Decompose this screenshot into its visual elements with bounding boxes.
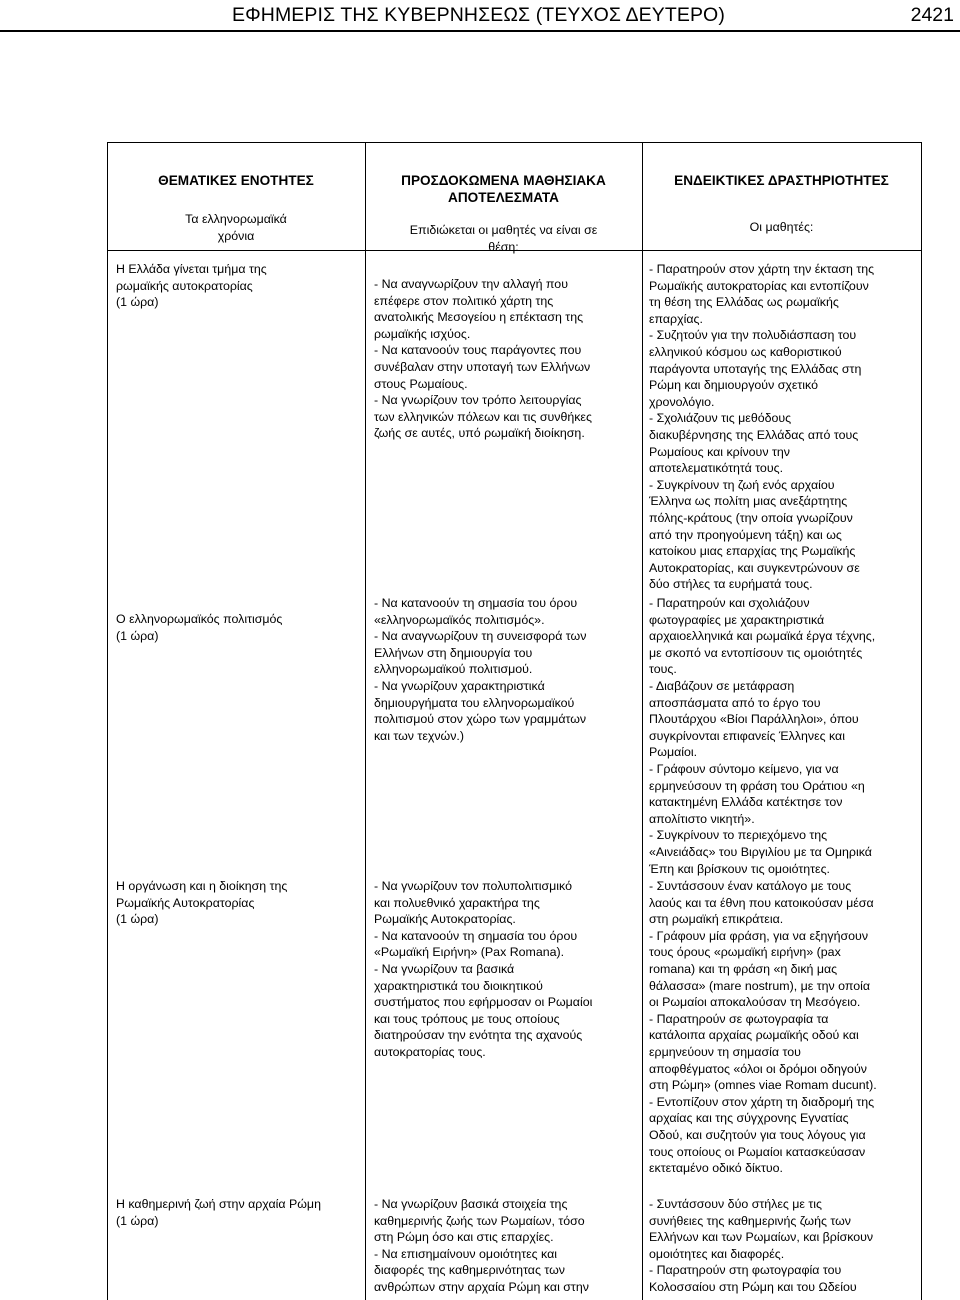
activities-cell: - Παρατηρούν και σχολιάζουν φωτογραφίες με χαρακτηριστικά αρχαιοελληνικά και ρωμαϊκά έργα τέχνης, με σκοπό να εντοπίσουν τις ομοιότητές τους. - Διαβάζουν σε μετάφραση αποσπάσματα από το έργο του Πλουτάρχου «Βίοι Παράλληλοι», όπου συγκρίνονται επιφανείς Έλληνες και Ρωμαίοι. - Γράφουν σύντομο κείμενο, για να ερμηνεύσουν τη φράση του Οράτιου «η κατακτημένη Ελλάδα κατέκτησε τον απολίτιστο νικητή». - Συγκρίνουν το περιεχόμενο της «Αινειάδας» του Βιργιλίου με τα Ομηρικά Έπη και βρίσκουν τις ομοιότητες. <box>649 596 876 876</box>
theme-cell: Η οργάνωση και η διοίκηση της Ρωμαϊκής Αυτοκρατορίας (1 ώρα) <box>116 879 288 927</box>
column-subtitle: Οι μαθητές: <box>749 220 814 235</box>
column-title: ΕΝΔΕΙΚΤΙΚΕΣ ΔΡΑΣΤΗΡΙΟΤΗΤΕΣ <box>674 172 889 188</box>
outcomes-cell: - Να αναγνωρίζουν την αλλαγή που επέφερε στον πολιτικό χάρτη της ανατολικής Μεσογείου η επέκταση της ρωμαϊκής ισχύος. - Να κατανοούν τους παράγοντες που συνέβαλαν στην υποταγή των Ελλήνων στους Ρωμαίους. - Να γνωρίζουν τον τρόπο λειτουργίας των ελληνικών πόλεων και τις συνθήκες ζωής σε αυτές, υπό ρωμαϊκή διοίκηση. <box>374 277 592 441</box>
outcomes-cell: - Να γνωρίζουν τον πολυπολιτισμικό και πολυεθνικό χαρακτήρα της Ρωμαϊκής Αυτοκρατορίας. - Να κατανοούν τη σημασία του όρου «Ρωμαϊκή Ειρήνη» (Pax Romana). - Να γνωρίζουν τα βασικά χαρακτηριστικά του διοικητικού συστήματος που εφήρμοσαν οι Ρωμαίοι και τους τρόπους με τους οποίους διατηρούσαν την ενότητα της αχανούς αυτοκρατορίας τους. <box>374 879 593 1059</box>
column-title: ΘΕΜΑΤΙΚΕΣ ΕΝΟΤΗΤΕΣ <box>158 172 314 188</box>
activities-cell: - Συντάσσουν έναν κατάλογο με τους λαούς και τα έθνη που κατοικούσαν μέσα στη ρωμαϊκή επικράτεια. - Γράφουν μία φράση, για να εξηγήσουν τους όρους «ρωμαϊκή ειρήνη» (pax romana) και τη φράση «η δική μας θάλασσα» (mare nostrum), με την οποία οι Ρωμαίοι αποκαλούσαν τη Μεσόγειο. - Παρατηρούν σε φωτογραφία τα κατάλοιπα αρχαίας ρωμαϊκής οδού και ερμηνεύουν τη σημασία του αποφθέγματος «όλοι οι δρόμοι οδηγούν στη Ρώμη» (omnes viae Romam ducunt). - Εντοπίζουν στον χάρτη τη διαδρομή της αρχαίας και της σύγχρονης Εγνατίας Οδού, και συζητούν για τους λόγους για τους οποίους οι Ρωμαίοι κατασκεύασαν εκτεταμένο οδικό δίκτυο. <box>649 879 877 1176</box>
column-title: ΠΡΟΣΔΟΚΩΜΕΝΑ ΜΑΘΗΣΙΑΚΑ ΑΠΟΤΕΛΕΣΜΑΤΑ <box>401 172 606 205</box>
theme-cell: Η Ελλάδα γίνεται τμήμα της ρωμαϊκής αυτοκρατορίας (1 ώρα) <box>116 262 267 310</box>
table-border-left <box>107 142 108 1300</box>
column-divider-2 <box>642 142 643 1300</box>
outcomes-cell: - Να κατανοούν τη σημασία του όρου «ελληνορωμαϊκός πολιτισμός». - Να αναγνωρίζουν τη συνεισφορά των Ελλήνων στη δημιουργία του ελληνορωμαϊκού πολιτισμού. - Να γνωρίζουν χαρακτηριστικά δημιουργήματα του ελληνορωμαϊκού πολιτισμού στον χώρο των γραμμάτων και των τεχνών.) <box>374 596 587 743</box>
table-border-top <box>107 142 922 143</box>
theme-cell: Ο ελληνορωμαϊκός πολιτισμός (1 ώρα) <box>116 612 283 643</box>
header-title: ΕΦΗΜΕΡΙΣ ΤΗΣ ΚΥΒΕΡΝΗΣΕΩΣ (ΤΕΥΧΟΣ ΔΕΥΤΕΡΟ) <box>232 4 725 26</box>
activities-cell: - Παρατηρούν στον χάρτη την έκταση της Ρωμαϊκής αυτοκρατορίας και εντοπίζουν τη θέση της Ελλάδας ως ρωμαϊκής επαρχίας. - Συζητούν για την πολυδιάσπαση του ελληνικού κόσμου ως καθοριστικού παράγοντα υποταγής της Ελλάδας στη Ρώμη και δημιουργούν σχετικό χρονολόγιο. - Σχολιάζουν τις μεθόδους διακυβέρνησης της Ελλάδας από τους Ρωμαίους και κρίνουν την αποτελεματικότητά τους. - Συγκρίνουν τη ζωή ενός αρχαίου Έλληνα ως πολίτη μιας ανεξάρτητης πόλης-κράτους (την οποία γνωρίζουν από την προηγούμενη τάξη) και ως κατοίκου μιας επαρχίας της Ρωμαϊκής Αυτοκρατορίας, και συγκεντρώνουν σε δύο στήλες τα ευρήματά τους. <box>649 262 875 592</box>
page-number: 2421 <box>910 4 954 26</box>
header-cell-outcomes <box>365 155 642 272</box>
page-header <box>0 0 960 32</box>
activities-cell: - Συντάσσουν δύο στήλες με τις συνήθειες της καθημερινής ζωής των Ελλήνων και των Ρωμαίων, και βρίσκουν ομοιότητες και διαφορές. - Παρατηρούν στη φωτογραφία του Κολοσσαίου στη Ρώμη και του Ωδείου <box>649 1197 874 1294</box>
header-cell-themes <box>107 155 365 261</box>
theme-cell: Η καθημερινή ζωή στην αρχαία Ρώμη (1 ώρα) <box>116 1197 321 1228</box>
header-cell-activities <box>642 155 921 252</box>
column-subtitle: Τα ελληνορωμαϊκά χρόνια <box>185 212 287 243</box>
outcomes-cell: - Να γνωρίζουν βασικά στοιχεία της καθημερινής ζωής των Ρωμαίων, τόσο στη Ρώμη όσο και στις επαρχίες. - Να επισημαίνουν ομοιότητες και διαφορές της καθημερινότητας των ανθρώπων στην αρχαία Ρώμη και στην <box>374 1197 589 1294</box>
column-subtitle: Επιδιώκεται οι μαθητές να είναι σε θέση: <box>409 223 598 254</box>
table-border-right <box>921 142 922 1300</box>
column-divider-1 <box>365 142 366 1300</box>
